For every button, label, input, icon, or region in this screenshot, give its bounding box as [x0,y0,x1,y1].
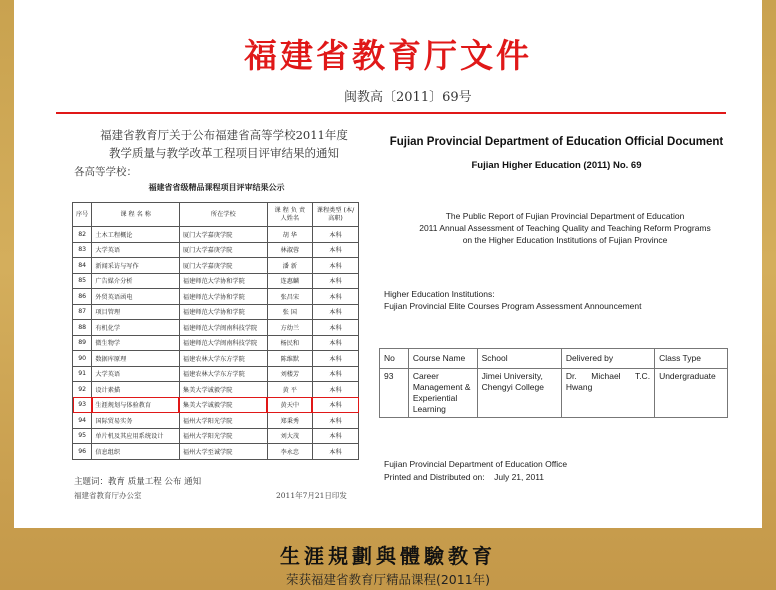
cell-type: 本科 [312,366,358,382]
cell-course: 大学英语 [92,366,180,382]
english-footer-office: Fujian Provincial Department of Education Office [384,459,568,469]
header-divider [56,112,726,114]
table-row [73,397,359,413]
table-row [73,413,359,429]
col-header-school: 所在学校 [179,203,267,227]
cell-school: 福建师范大学协和学院 [179,289,267,305]
english-report-line3: on the Higher Education Institutions of Fujian Province [462,235,668,245]
cell-lead: 黄天中 [267,397,312,413]
cell-no: 85 [73,273,92,289]
cell-no: 87 [73,304,92,320]
cell-type: 本科 [312,444,358,460]
cell-course: 项目管理 [92,304,180,320]
cell-course: 土木工程概论 [92,227,180,243]
en-col-header-school: School [477,349,561,369]
cell-type: 本科 [312,258,358,274]
cell-type: 本科 [312,382,358,398]
cell-school: 集美大学诚毅学院 [179,397,267,413]
cell-lead: 杨民和 [267,335,312,351]
cell-course: 信息组织 [92,444,180,460]
cell-lead: 黄 平 [267,382,312,398]
cell-type: 本科 [312,320,358,336]
cell-school: 福建师范大学协和学院 [179,304,267,320]
cell-lead: 连惠麟 [267,273,312,289]
cell-lead: 林淑蓉 [267,242,312,258]
table-row [73,382,359,398]
cell-lead: 方幼兰 [267,320,312,336]
cell-course: 外贸英语函电 [92,289,180,305]
cell-lead: 张 国 [267,304,312,320]
en-col-header-course: Course Name [408,349,477,369]
cell-school: 厦门大学嘉庚学院 [179,258,267,274]
en-cell-type: Undergraduate [655,369,728,418]
cell-lead: 郑秉秀 [267,413,312,429]
table-row [73,351,359,367]
table-row [73,335,359,351]
english-report-line1: The Public Report of Fujian Provincial Department of Education [445,211,685,221]
cell-type: 本科 [312,335,358,351]
cell-course: 国际贸易实务 [92,413,180,429]
cell-course: 新闻采访与写作 [92,258,180,274]
issuing-office-cn: 福建省教育厅办公室 [74,491,142,500]
english-report-heading [384,210,746,246]
table-row [73,273,359,289]
cell-lead: 陈维默 [267,351,312,367]
en-cell-delivered: Dr. Michael T.C. Hwang [561,369,654,418]
course-list-title: 福建省省级精品课程项目评审结果公示 [148,183,285,192]
document-header-title: 福建省教育厅文件 [244,36,532,75]
document-paper [14,0,762,528]
english-recipient [384,288,714,312]
cell-course: 广告媒介分析 [92,273,180,289]
table-row [73,320,359,336]
cell-type: 本科 [312,242,358,258]
col-header-lead: 课 程 负 责 人姓名 [267,203,312,227]
col-header-type: 课程类型 (本/高职) [312,203,358,227]
english-recipient-line2: Fujian Provincial Elite Courses Program Assessment Announcement [384,301,642,311]
cell-school: 福州大学阳光学院 [179,413,267,429]
cell-type: 本科 [312,397,358,413]
cell-type: 本科 [312,351,358,367]
cell-course: 大学英语 [92,242,180,258]
notice-recipient-cn: 各高等学校： [74,166,137,178]
cell-school: 集美大学诚毅学院 [179,382,267,398]
table-row [73,289,359,305]
cell-school: 福州大学阳光学院 [179,428,267,444]
cell-no: 95 [73,428,92,444]
cell-course: 生涯规划与体验教育 [92,397,180,413]
document-number: 闽教高〔2011〕69号 [344,90,472,105]
cell-no: 93 [73,397,92,413]
english-recipient-line1: Higher Education Institutions: [384,289,495,299]
english-title: Fujian Provincial Department of Education Official Document [389,136,724,148]
table-row [73,366,359,382]
cell-school: 福建农林大学东方学院 [179,351,267,367]
print-date-cn: 2011年7月21日印发 [276,491,347,500]
english-footer-date: Printed and Distributed on: July 21, 2011 [384,471,545,482]
en-col-header-type: Class Type [655,349,728,369]
cell-lead: 胡 华 [267,227,312,243]
cell-type: 本科 [312,413,358,429]
english-table-row [380,369,728,418]
cell-type: 本科 [312,273,358,289]
cell-type: 本科 [312,304,358,320]
col-header-no: 序号 [73,203,92,227]
cell-no: 84 [73,258,92,274]
table-row [73,258,359,274]
cell-type: 本科 [312,289,358,305]
cell-course: 设计素描 [92,382,180,398]
english-course-table [379,348,728,418]
cell-no: 86 [73,289,92,305]
cell-school: 福建农林大学东方学院 [179,366,267,382]
en-cell-course: Career Management & Experiential Learning [408,369,477,418]
keywords-line: 主题词：教育 质量工程 公布 通知 [74,477,202,487]
cell-no: 94 [73,413,92,429]
cell-school: 福建师范大学闽南科技学院 [179,320,267,336]
cell-no: 82 [73,227,92,243]
cell-no: 83 [73,242,92,258]
cell-type: 本科 [312,428,358,444]
cell-lead: 刘大茂 [267,428,312,444]
cell-no: 96 [73,444,92,460]
cell-lead: 潘 新 [267,258,312,274]
notice-title-cn-line1: 福建省教育厅关于公布福建省高等学校2011年度 [100,128,348,142]
english-doc-number: Fujian Higher Education (2011) No. 69 [471,160,642,171]
cell-school: 厦门大学嘉庚学院 [179,242,267,258]
caption-subtitle: 荣获福建省教育厅精品课程(2011年) [285,572,491,587]
cell-type: 本科 [312,227,358,243]
notice-title-cn-line2: 教学质量与教学改革工程项目评审结果的通知 [109,146,339,160]
table-row [73,304,359,320]
cell-course: 数据库原理 [92,351,180,367]
cell-no: 88 [73,320,92,336]
en-col-header-no: No [380,349,409,369]
caption-title: 生涯規劃與體驗教育 [280,544,496,568]
english-report-line2: 2011 Annual Assessment of Teaching Quality and Teaching Reform Programs [419,223,711,233]
en-col-header-delivered: Delivered by [561,349,654,369]
notice-title-cn [74,126,374,162]
course-table-header-row [73,203,359,227]
course-list-table [72,202,359,460]
english-footer [384,458,714,483]
table-row [73,227,359,243]
cell-lead: 刘楼芳 [267,366,312,382]
table-row [73,444,359,460]
cell-course: 微生物学 [92,335,180,351]
cell-course: 单片机及其应用系统设计 [92,428,180,444]
cell-no: 92 [73,382,92,398]
en-cell-school: Jimei University, Chengyi College [477,369,561,418]
cell-lead: 张昌宋 [267,289,312,305]
cell-lead: 李永忠 [267,444,312,460]
cell-school: 福州大学至诚学院 [179,444,267,460]
col-header-course: 课 程 名 称 [92,203,180,227]
cell-school: 福建师范大学协和学院 [179,273,267,289]
cell-course: 有机化学 [92,320,180,336]
english-table-header-row [380,349,728,369]
table-row [73,242,359,258]
cell-school: 厦门大学嘉庚学院 [179,227,267,243]
cell-no: 90 [73,351,92,367]
cell-school: 福建师范大学闽南科技学院 [179,335,267,351]
en-cell-no: 93 [380,369,409,418]
cell-no: 91 [73,366,92,382]
table-row [73,428,359,444]
cell-no: 89 [73,335,92,351]
